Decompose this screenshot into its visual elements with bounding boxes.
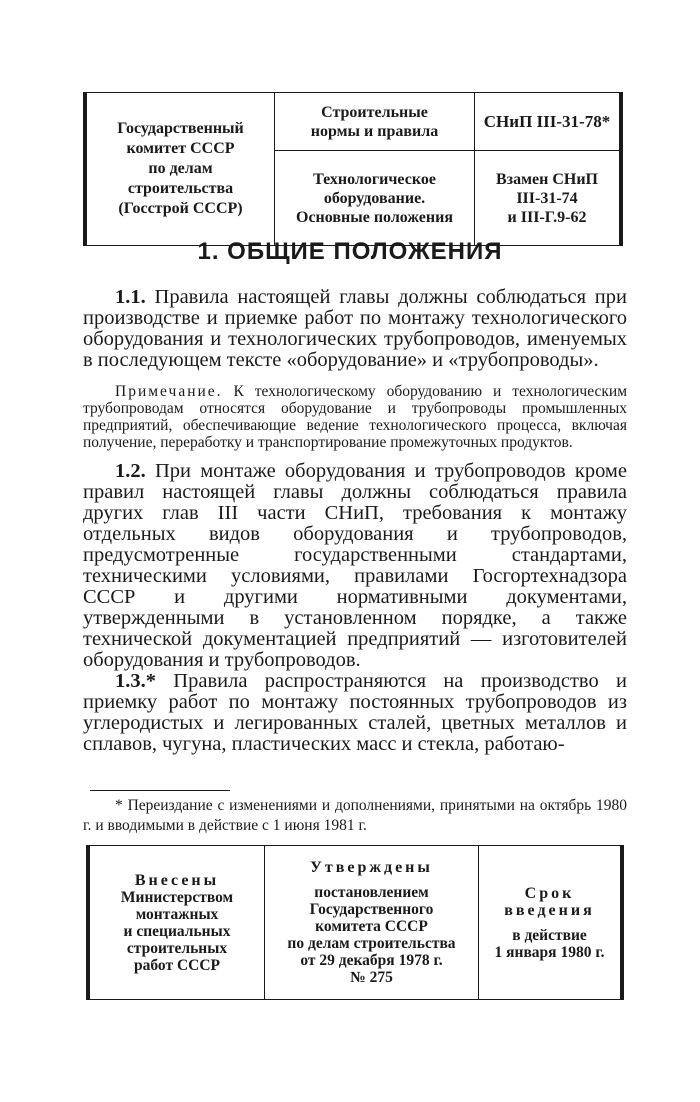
document-type: Строительные нормы и правила [275,93,474,151]
paragraph-number: 1.2. [115,460,146,482]
paragraph-1-2 [83,461,627,671]
effective-label: Срок введения [504,884,595,919]
introduced-label: Внесены [134,871,220,889]
note [83,383,627,451]
approval-table [86,845,624,1000]
effective-text: в действие 1 января 1980 г. [494,926,605,961]
paragraph-text: При монтаже оборудования и трубопроводов кроме правил настоящей главы должны соблюдаться правила других глав III части СНиП, требования к монтажу отдельных видов оборудования и трубопроводов, предусмотренные государственными стандартами, техническими условиями, правилами Госгортехнадзора СССР и другими нормативными документами, утвержденными в установленном порядке, а также технической документацией предприятий — изготовителей оборудования и трубопроводов. [83,460,627,671]
paragraph-1-1 [83,287,627,371]
document-title: Технологическое оборудование. Основные положения [296,170,453,226]
body-text [83,287,627,755]
paragraph-1-3 [83,671,627,755]
note-label: Примечание. [115,383,223,400]
effective-cell [479,846,620,999]
footnote: * Переиздание с изменениями и дополнениями, принятыми на октябрь 1980 г. и вводимыми в действие с 1 июня 1981 г. [83,797,627,834]
document-code: СНиП III-31-78* [475,93,619,151]
approved-text: постановлением Государственного комитета СССР по делам строительства от 29 декабря 1978 г. № 275 [287,884,456,986]
footnote-divider [90,790,230,791]
introduced-by: Министерством монтажных и специальных строительных работ СССР [120,888,234,974]
approved-label: Утверждены [310,859,433,876]
header-table [83,92,623,246]
section-title: 1. ОБЩИЕ ПОЛОЖЕНИЯ [197,238,503,265]
approved-cell [265,846,479,999]
paragraph-number: 1.3.* [115,670,156,692]
title-column [275,93,475,245]
issuer-cell: Государственный комитет СССР по делам строительства (Госстрой СССР) [87,93,275,245]
code-column [475,93,619,245]
note-text: К технологическому оборудованию и технологическим трубопроводам относятся оборудование и трубопроводы промышленных предприятий, обеспечивающие ведение технологического процесса, включая получение, переработку и транспортирование промежуточных продуктов. [83,383,627,451]
introduced-cell [90,846,265,999]
paragraph-number: 1.1. [115,286,146,308]
paragraph-text: Правила настоящей главы должны соблюдаться при производстве и приемке работ по монтажу технологического оборудования и технологических трубопроводов, именуемых в последующем тексте «оборудование» и «трубопроводы». [83,286,627,371]
replaces-note: Взамен СНиП III-31-74 и III-Г.9-62 [496,170,598,226]
paragraph-text: Правила распространяются на производство и приемку работ по монтажу постоянных трубопроводов из углеродистых и легированных сталей, цветных металлов и сплавов, чугуна, пластических масс и стекла, работаю- [83,670,627,755]
